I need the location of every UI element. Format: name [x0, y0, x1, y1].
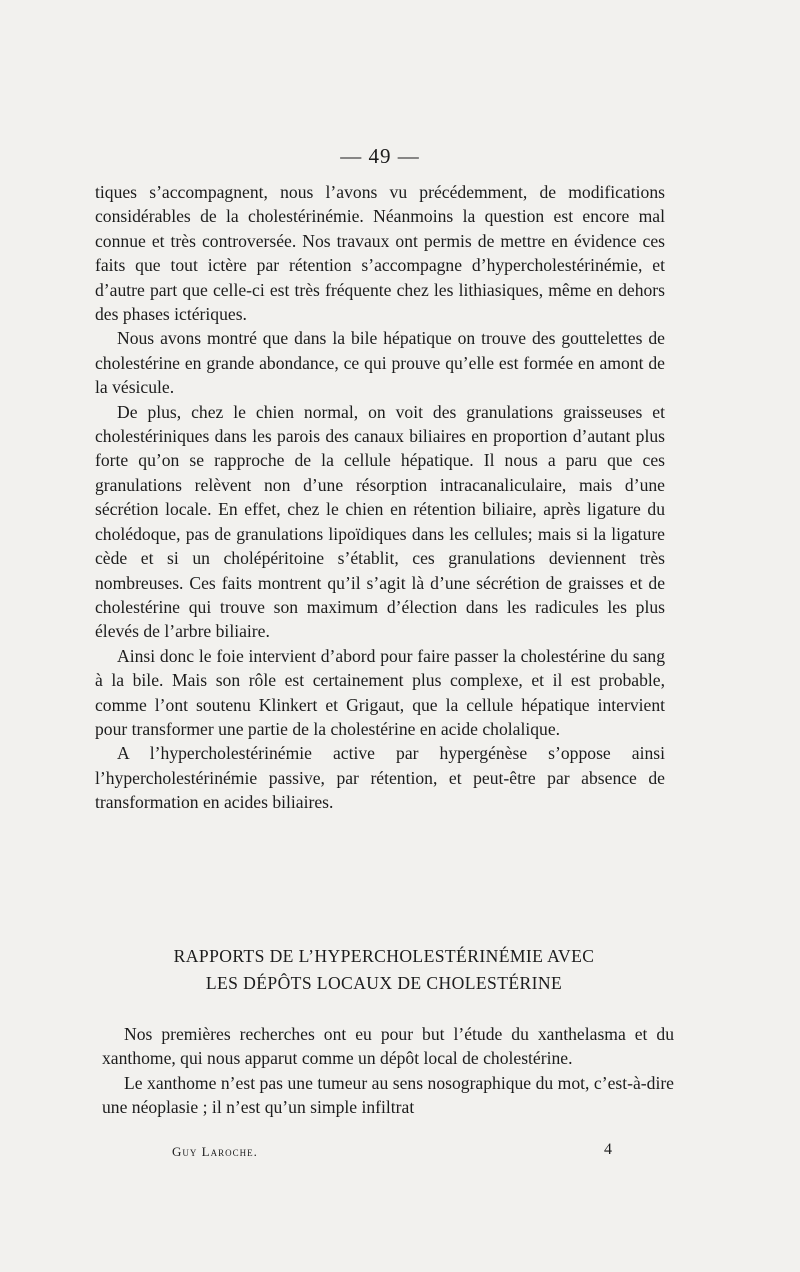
section-text — [102, 1022, 674, 1120]
paragraph-1: tiques s’accompagnent, nous l’avons vu précédemment, de modifications considérables de la cholestérinémie. Néanmoins la question est encore mal connue et très controversée. Nos travaux ont permis de mettre en évidence ces faits que tout ictère par rétention s’accompagne d’hypercholestérinémie, et d’autre part que celle-ci est très fréquente chez les lithiasiques, même en dehors des phases ictériques. — [95, 182, 665, 325]
page-number: — 49 — — [340, 144, 420, 168]
signature-mark: 4 — [604, 1141, 612, 1158]
paragraph-3: De plus, chez le chien normal, on voit des granulations graisseuses et cholestériniques dans les parois des canaux biliaires en proportion d’autant plus forte qu’on se rapproche de la cellule hépatique. Il nous a paru que ces granulations relèvent non d’une résorption intracanaliculaire, mais d’une sécrétion locale. En effet, chez le chien en rétention biliaire, après ligature du cholédoque, pas de granulations lipoïdiques dans les cellules; mais si la ligature cède et si un cholépéritoine s’établit, ces granulations deviennent très nombreuses. Ces faits montrent qu’il s’agit là d’une sécrétion de graisses et de cholestérine qui trouve son maximum d’élection dans les radicules les plus élevés de l’arbre biliaire. — [95, 401, 665, 642]
paragraph-4: Ainsi donc le foie intervient d’abord pour faire passer la cholestérine du sang à la bile. Mais son rôle est certainement plus complexe, et il est probable, comme l’ont soutenu Klinkert et Grigaut, que la cellule hépatique intervient pour transformer une partie de la cholestérine en acide cholalique. — [95, 645, 665, 739]
body-text — [95, 180, 665, 815]
paragraph-5: A l’hypercholestérinémie active par hypergénèse s’oppose ainsi l’hypercholestérinémie passive, par rétention, et peut-être par absence de transformation en acides biliaires. — [95, 743, 665, 813]
section-paragraph-1: Nos premières recherches ont eu pour but l’étude du xanthelasma et du xanthome, qui nous apparut comme un dépôt local de cholestérine. — [102, 1024, 674, 1069]
paragraph-2: Nous avons montré que dans la bile hépatique on trouve des gouttelettes de cholestérine en grande abondance, ce qui prouve qu’elle est formée en amont de la vésicule. — [95, 328, 665, 398]
section-heading — [95, 943, 673, 997]
section-paragraph-2: Le xanthome n’est pas une tumeur au sens nosographique du mot, c’est-à-dire une néoplasie ; il n’est qu’un simple infiltrat — [102, 1072, 674, 1118]
section-heading-line-1: RAPPORTS DE L’HYPERCHOLESTÉRINÉMIE AVEC — [173, 946, 595, 966]
footer-author: Guy Laroche. — [172, 1144, 258, 1159]
section-heading-line-2: LES DÉPÔTS LOCAUX DE CHOLESTÉRINE — [205, 973, 563, 993]
